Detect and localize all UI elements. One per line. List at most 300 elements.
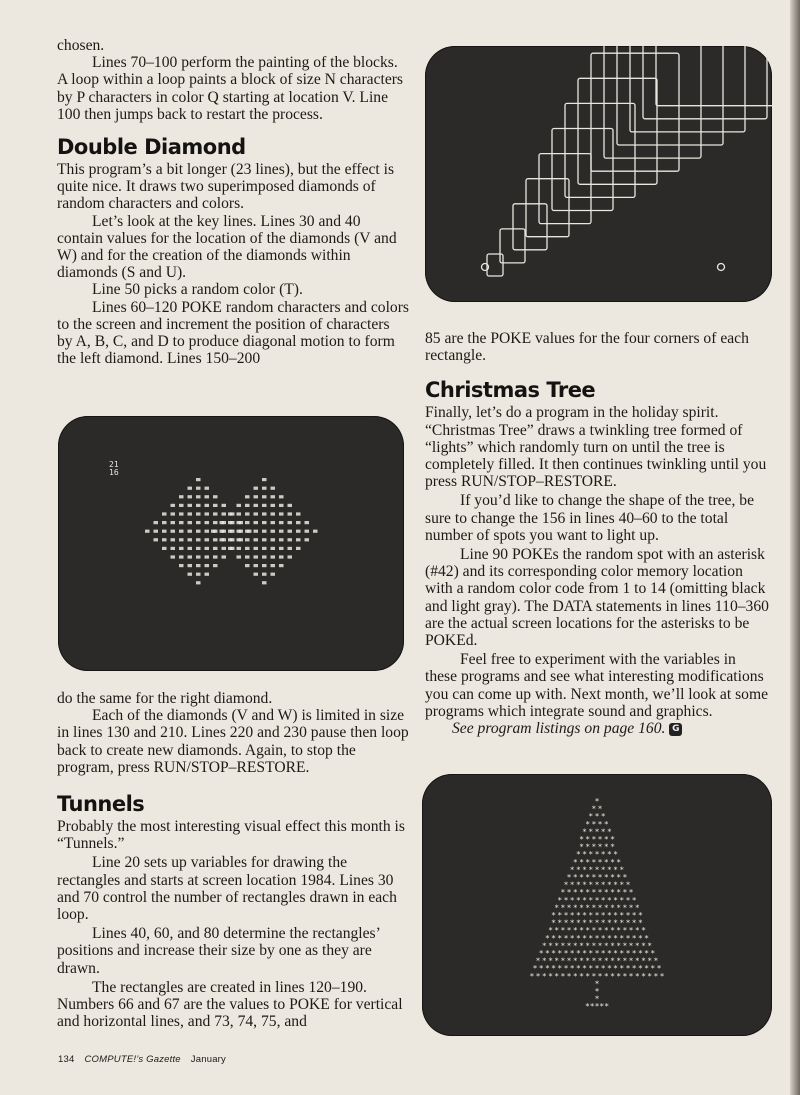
tree-light: *: [610, 842, 615, 852]
tree-light: *: [585, 873, 591, 882]
diamond-cell: [205, 512, 210, 515]
diamond-cell: [179, 512, 184, 515]
tree-light: *: [579, 971, 584, 981]
tree-light: *: [563, 895, 569, 905]
diamond-cell: [179, 538, 184, 541]
tree-light: *: [625, 895, 631, 905]
tree-light: *: [554, 971, 560, 981]
tree-light: *: [603, 941, 609, 951]
diamond-cell: [213, 512, 218, 515]
diamond-cell: [254, 530, 259, 533]
tree-light: *: [532, 964, 538, 974]
diamond-cell: [171, 521, 176, 524]
tree-light: *: [560, 941, 566, 951]
double-diamond-graphic: [58, 416, 404, 671]
tree-light: *: [600, 895, 606, 905]
diamond-cell: [179, 555, 184, 558]
tree-light: *: [585, 842, 591, 852]
tree-light: *: [619, 911, 625, 920]
tree-light: *: [582, 850, 588, 860]
tree-light: *: [637, 964, 643, 974]
tree-light: *: [622, 903, 628, 913]
tree-light: *: [588, 933, 594, 943]
tunnels-graphic: [425, 46, 772, 302]
tree-light: *: [634, 941, 640, 951]
diamond-cell: [254, 555, 259, 558]
left-column-bottom: [57, 690, 409, 1030]
tree-light: *: [594, 895, 600, 905]
tree-light: *: [575, 880, 581, 890]
tree-light: *: [585, 835, 591, 844]
tree-light: *: [641, 941, 646, 951]
diamond-cell: [288, 512, 293, 515]
tree-light: *: [569, 880, 575, 890]
diamond-cell: [205, 564, 210, 567]
diamond-cell: [279, 504, 284, 507]
tree-light: *: [544, 964, 550, 974]
tree-light: *: [554, 926, 560, 936]
issue-month: January: [190, 1054, 226, 1065]
diamond-cell: [288, 530, 293, 533]
diamond-cell: [220, 530, 225, 533]
tree-light: *: [622, 873, 628, 882]
tree-light: *: [566, 956, 572, 966]
diamond-cell: [228, 521, 233, 524]
tree-light: *: [610, 971, 615, 981]
tunnel-rect: [617, 46, 723, 145]
tree-light: *: [603, 926, 609, 936]
right-column: [425, 330, 769, 737]
diamond-cell: [171, 530, 176, 533]
tree-light: *: [600, 949, 606, 958]
diamond-cell: [220, 538, 225, 541]
diamond-cell: [196, 487, 201, 490]
diamond-cell: [271, 530, 276, 533]
tunnel-rect: [513, 204, 547, 250]
tree-light: *: [603, 873, 609, 882]
diamond-cell: [262, 573, 267, 576]
diamond-cell: [162, 547, 167, 550]
tree-light: *: [585, 819, 591, 829]
tree-light: *: [647, 956, 653, 966]
diamond-cell: [245, 512, 250, 515]
tree-light: *: [631, 949, 637, 958]
diamond-cell: [188, 530, 193, 533]
tree-light: *: [653, 971, 659, 981]
tree-light: *: [606, 865, 612, 875]
tree-light: *: [631, 964, 637, 974]
diamond-cell: [254, 521, 259, 524]
tree-light: *: [575, 865, 581, 875]
tree-light: *: [637, 949, 643, 958]
tree-light: *: [569, 964, 575, 974]
tree-light: *: [582, 964, 588, 974]
page-number: 134: [58, 1054, 75, 1065]
diamond-cell: [305, 538, 310, 541]
diamond-cell: [296, 512, 301, 515]
tree-light: *: [591, 941, 597, 951]
diamond-cell: [279, 495, 284, 498]
tree-light: *: [613, 949, 619, 958]
diamond-cell: [179, 564, 184, 567]
diamond-cell: [179, 521, 184, 524]
diamond-cell: [254, 547, 259, 550]
diamond-cell: [245, 495, 250, 498]
paragraph: If you’d like to change the shape of the tree, be sure to change the 156 in lines 40–60 to the total number of spots you want to light up.: [425, 492, 754, 544]
tree-light: *: [603, 835, 609, 844]
tree-light: *: [582, 933, 588, 943]
tree-light: *: [647, 941, 653, 951]
diamond-cell: [179, 504, 184, 507]
diamond-cell: [296, 521, 301, 524]
tree-light: *: [588, 918, 594, 928]
diamond-cell: [162, 530, 167, 533]
tree-light: *: [554, 956, 560, 966]
tree-light: *: [588, 827, 594, 837]
tree-light: *: [597, 804, 603, 814]
diamond-cell: [213, 547, 218, 550]
diamond-cell: [179, 547, 184, 550]
diamond-cell: [237, 530, 242, 533]
tree-light: *: [606, 918, 612, 928]
diamond-cell: [237, 521, 242, 524]
diamond-cell: [237, 547, 242, 550]
diamond-cell: [154, 521, 159, 524]
diamond-cell: [254, 512, 259, 515]
tree-light: *: [637, 911, 643, 920]
diamond-cell: [188, 547, 193, 550]
diamond-cell: [220, 521, 225, 524]
tree-light: *: [606, 827, 612, 837]
tree-light: *: [631, 933, 637, 943]
diamond-cell: [179, 530, 184, 533]
tree-light: *: [588, 850, 594, 860]
tree-light: *: [613, 895, 619, 905]
paragraph: Let’s look at the key lines. Lines 30 and 40 contain values for the location of the diamonds (V and W) and for the creation of the diamonds within diamonds (S and U).: [57, 212, 397, 282]
diamond-cell: [237, 512, 242, 515]
tree-light: *: [625, 933, 631, 943]
diamond-cell: [188, 573, 193, 576]
tree-light: *: [585, 888, 591, 898]
tree-light: *: [610, 873, 615, 882]
diamond-cell: [245, 530, 250, 533]
tree-light: *: [572, 903, 578, 913]
tree-light: *: [606, 911, 612, 920]
diamond-cell: [262, 504, 267, 507]
tree-light: *: [644, 949, 650, 958]
diamond-cell: [162, 512, 167, 515]
tree-light: *: [588, 880, 594, 890]
diamond-cell: [162, 521, 167, 524]
paragraph: Lines 60–120 POKE random characters and colors to the screen and increment the position of characters by A, B, C, and D to produce diagonal motion to form the left diamond. Lines 150–200: [57, 298, 409, 368]
tree-light: *: [560, 956, 566, 966]
tree-light: *: [591, 971, 597, 981]
paragraph: The rectangles are created in lines 120–190. Numbers 66 and 67 are the values to POKE for vertical and horizontal lines, and 73, 74, 75, and: [57, 978, 403, 1031]
tree-light: *: [594, 911, 600, 920]
tunnels-screenshot: [425, 46, 772, 302]
tree-light: *: [563, 933, 569, 943]
tree-light: *: [603, 971, 609, 981]
tree-light: *: [535, 971, 541, 981]
page-footer: [58, 1054, 236, 1065]
tree-light: *: [619, 949, 625, 958]
tree-light: *: [603, 956, 609, 966]
tree-light: *: [572, 941, 578, 951]
diamond-cell: [179, 495, 184, 498]
left-column-top: [57, 37, 409, 367]
tree-base: *****: [584, 1002, 610, 1012]
diamond-cell: [196, 555, 201, 558]
paragraph: 85 are the POKE values for the four corners of each rectangle.: [425, 330, 749, 365]
tree-light: *: [625, 918, 631, 928]
tree-light: *: [594, 865, 600, 875]
diamond-cell: [228, 547, 233, 550]
tree-light: *: [529, 971, 535, 981]
tree-light: *: [569, 865, 575, 875]
diamond-cell: [237, 538, 242, 541]
tree-light: *: [535, 956, 541, 966]
tree-light: *: [641, 956, 646, 966]
diamond-cell: [288, 555, 293, 558]
tree-light: *: [628, 941, 634, 951]
tree-light: *: [597, 926, 603, 936]
tree-light: *: [606, 933, 612, 943]
diamond-cell: [245, 564, 250, 567]
tree-light: *: [582, 918, 588, 928]
diamond-cell: [213, 504, 218, 507]
tree-light: *: [582, 911, 588, 920]
tree-light: *: [579, 956, 584, 966]
tree-light: *: [557, 933, 563, 943]
paragraph: Lines 40, 60, and 80 determine the rectangles’ positions and increase their size by one as they are drawn.: [57, 925, 380, 977]
diamond-cell: [262, 564, 267, 567]
tree-light: *: [569, 918, 575, 928]
tree-light: *: [557, 964, 563, 974]
tree-light: *: [606, 949, 612, 958]
diamond-cell: [205, 538, 210, 541]
tree-light: *: [619, 865, 625, 875]
diamond-cell: [188, 512, 193, 515]
diamond-cell: [262, 547, 267, 550]
tree-light: *: [588, 964, 594, 974]
tree-light: *: [625, 880, 631, 890]
tree-light: *: [585, 857, 591, 867]
tree-light: *: [585, 926, 591, 936]
diamond-cell: [205, 573, 210, 576]
diamond-cell: [228, 530, 233, 533]
tree-light: *: [594, 949, 600, 958]
diamond-cell: [262, 530, 267, 533]
tunnel-rect: [643, 46, 767, 119]
diamond-cell: [196, 547, 201, 550]
paragraph: Lines 70–100 perform the painting of the blocks. A loop within a loop paints a block of size N characters by P characters in color Q starting at location V. Line 100 then jumps back to restart the process.: [57, 54, 404, 123]
paragraph: do the same for the right diamond.: [57, 690, 273, 707]
magazine-name: COMPUTE!’s Gazette: [84, 1054, 181, 1065]
diamond-cell: [262, 495, 267, 498]
tree-light: *: [566, 926, 572, 936]
diamond-cell: [254, 487, 259, 490]
diamond-cell: [279, 555, 284, 558]
tree-light: *: [579, 888, 584, 898]
tree-light: *: [585, 956, 591, 966]
tree-light: *: [606, 850, 612, 860]
tree-light: *: [628, 956, 634, 966]
diamond-cell: [254, 564, 259, 567]
tree-light: *: [597, 819, 603, 829]
tunnel-rect: [565, 103, 635, 197]
tree-light: *: [628, 926, 634, 936]
tree-light: *: [616, 888, 622, 898]
tree-light: *: [616, 971, 622, 981]
diamond-cell: [196, 512, 201, 515]
tree-light: *: [647, 971, 653, 981]
diamond-cell: [237, 504, 242, 507]
diamond-cell: [271, 487, 276, 490]
diamond-cell: [188, 538, 193, 541]
tree-light: *: [631, 918, 637, 928]
diamond-cell: [213, 521, 218, 524]
tree-light: *: [594, 880, 600, 890]
tree-light: *: [625, 949, 631, 958]
tree-light: *: [597, 971, 603, 981]
tree-light: *: [560, 903, 566, 913]
diamond-cell: [196, 521, 201, 524]
tree-light: *: [548, 941, 553, 951]
tree-light: *: [600, 812, 606, 822]
tree-light: *: [625, 911, 631, 920]
diamond-cell: [262, 478, 267, 481]
tree-light: *: [588, 812, 594, 822]
tree-light: *: [610, 835, 615, 844]
diamond-cell: [262, 538, 267, 541]
diamond-cell: [171, 555, 176, 558]
tree-light: *: [610, 956, 615, 966]
tree-light: *: [551, 964, 557, 974]
heading-christmas-tree: Christmas Tree: [425, 378, 596, 403]
diamond-cell: [245, 504, 250, 507]
diamond-cell: [254, 538, 259, 541]
tree-light: *: [600, 918, 606, 928]
tree-light: *: [622, 956, 628, 966]
tree-light: *: [613, 911, 619, 920]
tree-light: *: [579, 926, 584, 936]
tree-light: *: [575, 918, 581, 928]
tree-light: *: [569, 895, 575, 905]
diamond-cell: [271, 547, 276, 550]
credit-text: See program listings on page 160.: [452, 720, 666, 738]
tree-light: *: [582, 827, 588, 837]
diamond-cell: [279, 530, 284, 533]
diamond-cell: [228, 512, 233, 515]
tree-light: *: [572, 888, 578, 898]
tree-light: *: [641, 971, 646, 981]
tree-light: *: [594, 812, 600, 822]
diamond-cell: [213, 538, 218, 541]
tree-trunk: *: [594, 987, 600, 996]
diamond-cell: [271, 504, 276, 507]
tree-light: *: [600, 850, 606, 860]
diamond-cell: [288, 547, 293, 550]
tree-light: *: [594, 827, 600, 837]
tree-light: *: [597, 941, 603, 951]
paragraph: Each of the diamonds (V and W) is limited in size in lines 130 and 210. Lines 220 and 230 pause then loop back to create new diamonds. Again, to stop the program, press RUN/STOP–RESTORE.: [57, 707, 409, 776]
diamond-cell: [222, 547, 227, 550]
diamond-cell: [245, 555, 250, 558]
tree-light: *: [569, 933, 575, 943]
tree-light: *: [560, 888, 566, 898]
diamond-cell: [296, 538, 301, 541]
diamond-cell: [171, 512, 176, 515]
tree-light: *: [588, 865, 594, 875]
diamond-cell: [262, 487, 267, 490]
diamond-cell: [228, 538, 233, 541]
diamond-cell: [245, 521, 250, 524]
tree-light: *: [597, 888, 603, 898]
tree-light: *: [544, 933, 550, 943]
tree-light: *: [616, 857, 622, 867]
tree-light: *: [628, 888, 634, 898]
paragraph: This program’s a bit longer (23 lines), but the effect is quite nice. It draws two superimposed diamonds of random characters and colors.: [57, 161, 395, 213]
diamond-cell: [145, 530, 150, 533]
tree-light: *: [572, 873, 578, 882]
tree-light: *: [634, 926, 640, 936]
tree-light: *: [613, 933, 619, 943]
tree-light: *: [572, 956, 578, 966]
tree-light: *: [644, 933, 650, 943]
tree-light: *: [616, 926, 622, 936]
tree-light: *: [544, 949, 550, 958]
tree-light: *: [557, 949, 563, 958]
tree-light: *: [541, 956, 547, 966]
diamond-cell: [271, 495, 276, 498]
diamond-cell: [279, 538, 284, 541]
diamond-cell: [213, 555, 218, 558]
tree-light: *: [563, 964, 569, 974]
diamond-cell: [154, 538, 159, 541]
tree-light: *: [541, 971, 547, 981]
tree-light: *: [616, 903, 622, 913]
diamond-cell: [254, 504, 259, 507]
tree-light: *: [591, 903, 597, 913]
diamond-cell: [188, 564, 193, 567]
diamond-cell: [213, 495, 218, 498]
diamond-cell: [279, 521, 284, 524]
tree-light: *: [569, 949, 575, 958]
tree-light: *: [597, 873, 603, 882]
tree-light: *: [594, 797, 600, 806]
diamond-cell: [171, 538, 176, 541]
tree-light: *: [603, 842, 609, 852]
diamond-cell: [188, 495, 193, 498]
christmas-tree-graphic: [422, 774, 772, 1036]
tree-light: *: [591, 819, 597, 829]
tree-light: *: [594, 918, 600, 928]
tree-light: *: [575, 964, 581, 974]
heading-double-diamond: Double Diamond: [57, 135, 246, 160]
tree-light: *: [603, 903, 609, 913]
diamond-cell: [188, 487, 193, 490]
paragraph: Probably the most interesting visual effect this month is “Tunnels.”: [57, 818, 405, 853]
tree-light: *: [554, 903, 560, 913]
tree-light: *: [591, 873, 597, 882]
tree-light: *: [563, 880, 569, 890]
tree-light: *: [591, 926, 597, 936]
tree-light: *: [622, 888, 628, 898]
tree-light: *: [622, 941, 628, 951]
tree-light: *: [575, 911, 581, 920]
diamond-cell: [171, 547, 176, 550]
diamond-cell: [188, 504, 193, 507]
